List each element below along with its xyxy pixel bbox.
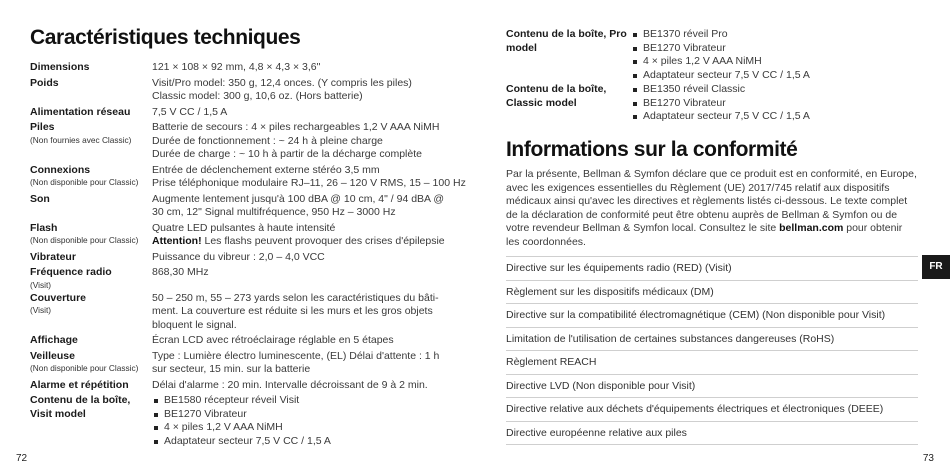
spec-label-block	[30, 77, 152, 91]
language-tab: FR	[922, 255, 950, 279]
spec-value-line: Batterie de secours : 4 × piles rechargeables 1,2 V AAA NiMH	[152, 121, 440, 133]
spec-label-block	[30, 350, 152, 374]
spec-value-line: Type : Lumière électro luminescente, (EL) Délai d'attente : 1 h	[152, 349, 440, 362]
list-item: 4 × piles 1,2 V AAA NiMH	[152, 421, 460, 435]
spec-row	[30, 334, 460, 348]
spec-value-line: Visit/Pro model: 350 g, 12,4 onces. (Y compris les piles)	[152, 76, 412, 89]
spec-sublabel: (Non disponible pour Classic)	[30, 363, 139, 373]
directive-row: Règlement sur les dispositifs médicaux (DM)	[506, 281, 918, 305]
spec-label: Vibrateur	[30, 250, 76, 263]
list-item: 4 × piles 1,2 V AAA NiMH	[631, 55, 810, 69]
spec-value-line: 50 – 250 m, 55 – 273 yards selon les caractéristiques du bâti-	[152, 291, 439, 304]
directive-row: Directive sur la compatibilité électromagnétique (CEM) (Non disponible pour Visit)	[506, 304, 918, 328]
list-item: Adaptateur secteur 7,5 V CC / 1,5 A	[152, 435, 460, 449]
spec-value-line: Classic model: 300 g, 10,6 oz. (Hors batterie)	[152, 90, 363, 102]
spec-row	[30, 121, 460, 162]
spec-row	[30, 394, 460, 448]
intro-text: Par la présente, Bellman & Symfon déclare que ce produit est en conformité, en Europe, avec les exigences essentielles du Règlement (UE) 2017/745 relatif aux dispositifs médicaux ainsi qu'avec les directives et règlements listés ci-dessous. Le texte complet de la déclaration de conformité peut être obtenu auprès de Bellman & Symfon ou de votre revendeur Bellman & Symfon local. Consultez le site	[506, 168, 917, 234]
conformity-intro	[506, 168, 918, 249]
spec-label-block	[30, 164, 152, 188]
spec-label-block	[30, 121, 152, 145]
spec-label: Couverture	[30, 291, 87, 304]
box-classic-label: Contenu de la boîte, Classic model	[506, 83, 607, 109]
spec-label-block	[30, 193, 152, 207]
spec-label: Fréquence radio	[30, 266, 112, 278]
spec-label: Affichage	[30, 334, 78, 346]
spec-row	[30, 251, 460, 265]
spec-value-line: Écran LCD avec rétroéclairage réglable en 5 étapes	[152, 334, 394, 346]
specs-title: Caractéristiques techniques	[30, 26, 301, 49]
spec-row	[30, 266, 460, 290]
spec-row	[30, 61, 460, 75]
box-pro-list	[631, 28, 810, 82]
spec-label: Flash	[30, 221, 58, 234]
spec-row	[30, 379, 460, 393]
spec-value	[152, 222, 460, 249]
spec-label: Piles	[30, 121, 55, 133]
spec-value	[152, 350, 460, 377]
spec-sublabel: (Visit)	[30, 305, 52, 315]
specs-list	[30, 61, 466, 450]
list-item: BE1270 Vibrateur	[152, 408, 460, 422]
spec-value-line: 7,5 V CC / 1,5 A	[152, 105, 228, 118]
spec-value-line: 30 cm, 12" Signal multifréquence, 950 Hz – 3000 Hz	[152, 206, 396, 218]
spec-value	[152, 164, 466, 191]
page-number-right: 73	[922, 453, 934, 464]
spec-value-line: 868,30 MHz	[152, 266, 209, 278]
spec-label-block	[30, 379, 152, 393]
spec-value-line: Puissance du vibreur : 2,0 – 4,0 VCC	[152, 250, 325, 263]
spec-value	[152, 394, 460, 448]
intro-text-end: pour obtenir les coordonnées.	[506, 222, 903, 248]
box-contents-pro	[506, 28, 810, 82]
spec-sublabel: (Visit)	[30, 279, 52, 290]
spec-value	[152, 251, 460, 265]
spec-label: Son	[30, 192, 50, 205]
spec-row	[30, 163, 466, 191]
list-item: BE1370 réveil Pro	[631, 28, 810, 42]
list-item: Adaptateur secteur 7,5 V CC / 1,5 A	[631, 69, 810, 83]
spec-value-line: sur secteur, 15 min. sur la batterie	[152, 363, 311, 375]
spec-label: Dimensions	[30, 61, 90, 73]
spec-row	[30, 292, 460, 333]
spec-value-line: Délai d'alarme : 20 min. Intervalle décroissant de 9 à 2 min.	[152, 378, 428, 391]
directive-row: Règlement REACH	[506, 351, 918, 375]
spec-label: Alarme et répétition	[30, 378, 129, 391]
directive-row: Directive LVD (Non disponible pour Visit)	[506, 375, 918, 399]
box-classic-list	[631, 83, 810, 124]
spec-value-line: 121 × 108 × 92 mm, 4,8 × 4,3 × 3,6"	[152, 61, 321, 73]
directive-row: Directive relative aux déchets d'équipements électriques et électroniques (DEEE)	[506, 398, 918, 422]
list-item: Adaptateur secteur 7,5 V CC / 1,5 A	[631, 110, 810, 124]
spec-label-block	[30, 106, 152, 120]
spec-value-line: ment. La couverture est réduite si les murs et les gros objets	[152, 305, 433, 317]
spec-value	[152, 292, 460, 333]
spec-label-block	[30, 334, 152, 348]
page-number-left: 72	[16, 453, 28, 464]
spec-value-line: Durée de fonctionnement : ~ 24 h à pleine charge	[152, 134, 383, 147]
spec-value	[152, 334, 460, 348]
box-pro-label: Contenu de la boîte, Pro model	[506, 28, 627, 54]
spec-sublabel: (Non fournies avec Classic)	[30, 134, 132, 145]
spec-row	[30, 77, 460, 104]
spec-label: Contenu de la boîte, Visit model	[30, 394, 131, 420]
warning-label: Attention!	[152, 235, 202, 247]
spec-row	[30, 222, 460, 249]
box-contents-classic	[506, 83, 810, 124]
directives-list	[506, 256, 918, 445]
spec-value	[152, 266, 460, 280]
spec-value-line: bloquent le signal.	[152, 318, 237, 331]
spec-label-block	[30, 222, 152, 246]
box-contents-list	[152, 394, 460, 448]
spec-sublabel: (Non disponible pour Classic)	[30, 177, 139, 187]
list-item: BE1350 réveil Classic	[631, 83, 810, 97]
warning-text: Les flashs peuvent provoquer des crises d'épilepsie	[201, 235, 445, 247]
right-page	[475, 0, 950, 474]
spec-value	[152, 77, 460, 104]
spec-value	[152, 61, 460, 75]
spec-label-block	[30, 251, 152, 265]
spec-sublabel: (Non disponible pour Classic)	[30, 235, 139, 245]
spec-label: Connexions	[30, 163, 91, 176]
spec-value-line: Prise téléphonique modulaire RJ–11, 26 – 120 V RMS, 15 – 100 Hz	[152, 177, 466, 189]
directive-row: Directive sur les équipements radio (RED) (Visit)	[506, 256, 918, 281]
spec-value-line: Quatre LED pulsantes à haute intensité	[152, 221, 336, 234]
spec-value	[152, 106, 460, 120]
spec-value	[152, 379, 460, 393]
spec-value-line: Entrée de déclenchement externe stéréo 3,5 mm	[152, 163, 380, 176]
directive-row: Directive européenne relative aux piles	[506, 422, 918, 446]
list-item: BE1580 récepteur réveil Visit	[152, 394, 460, 408]
spec-value-line: Augmente lentement jusqu'à 100 dBA @ 10 cm, 4" / 94 dBA @	[152, 192, 445, 205]
list-item: BE1270 Vibrateur	[631, 97, 810, 111]
directive-row: Limitation de l'utilisation de certaines substances dangereuses (RoHS)	[506, 328, 918, 352]
spec-label: Veilleuse	[30, 349, 75, 362]
spec-value	[152, 121, 460, 162]
spec-label: Alimentation réseau	[30, 105, 131, 118]
spec-value	[152, 193, 460, 220]
spec-label-block	[30, 394, 152, 421]
bellman-link[interactable]: bellman.com	[779, 222, 844, 234]
spec-label-block	[30, 292, 152, 316]
spec-label: Poids	[30, 76, 59, 89]
spec-row	[30, 193, 460, 220]
spec-row	[30, 106, 460, 120]
list-item: BE1270 Vibrateur	[631, 42, 810, 56]
spec-label-block	[30, 61, 152, 75]
spec-row	[30, 350, 460, 377]
spec-value-line: Durée de charge : ~ 10 h à partir de la décharge complète	[152, 148, 422, 160]
spec-label-block	[30, 266, 152, 290]
conformity-title: Informations sur la conformité	[506, 138, 798, 161]
flash-warning	[152, 235, 460, 249]
